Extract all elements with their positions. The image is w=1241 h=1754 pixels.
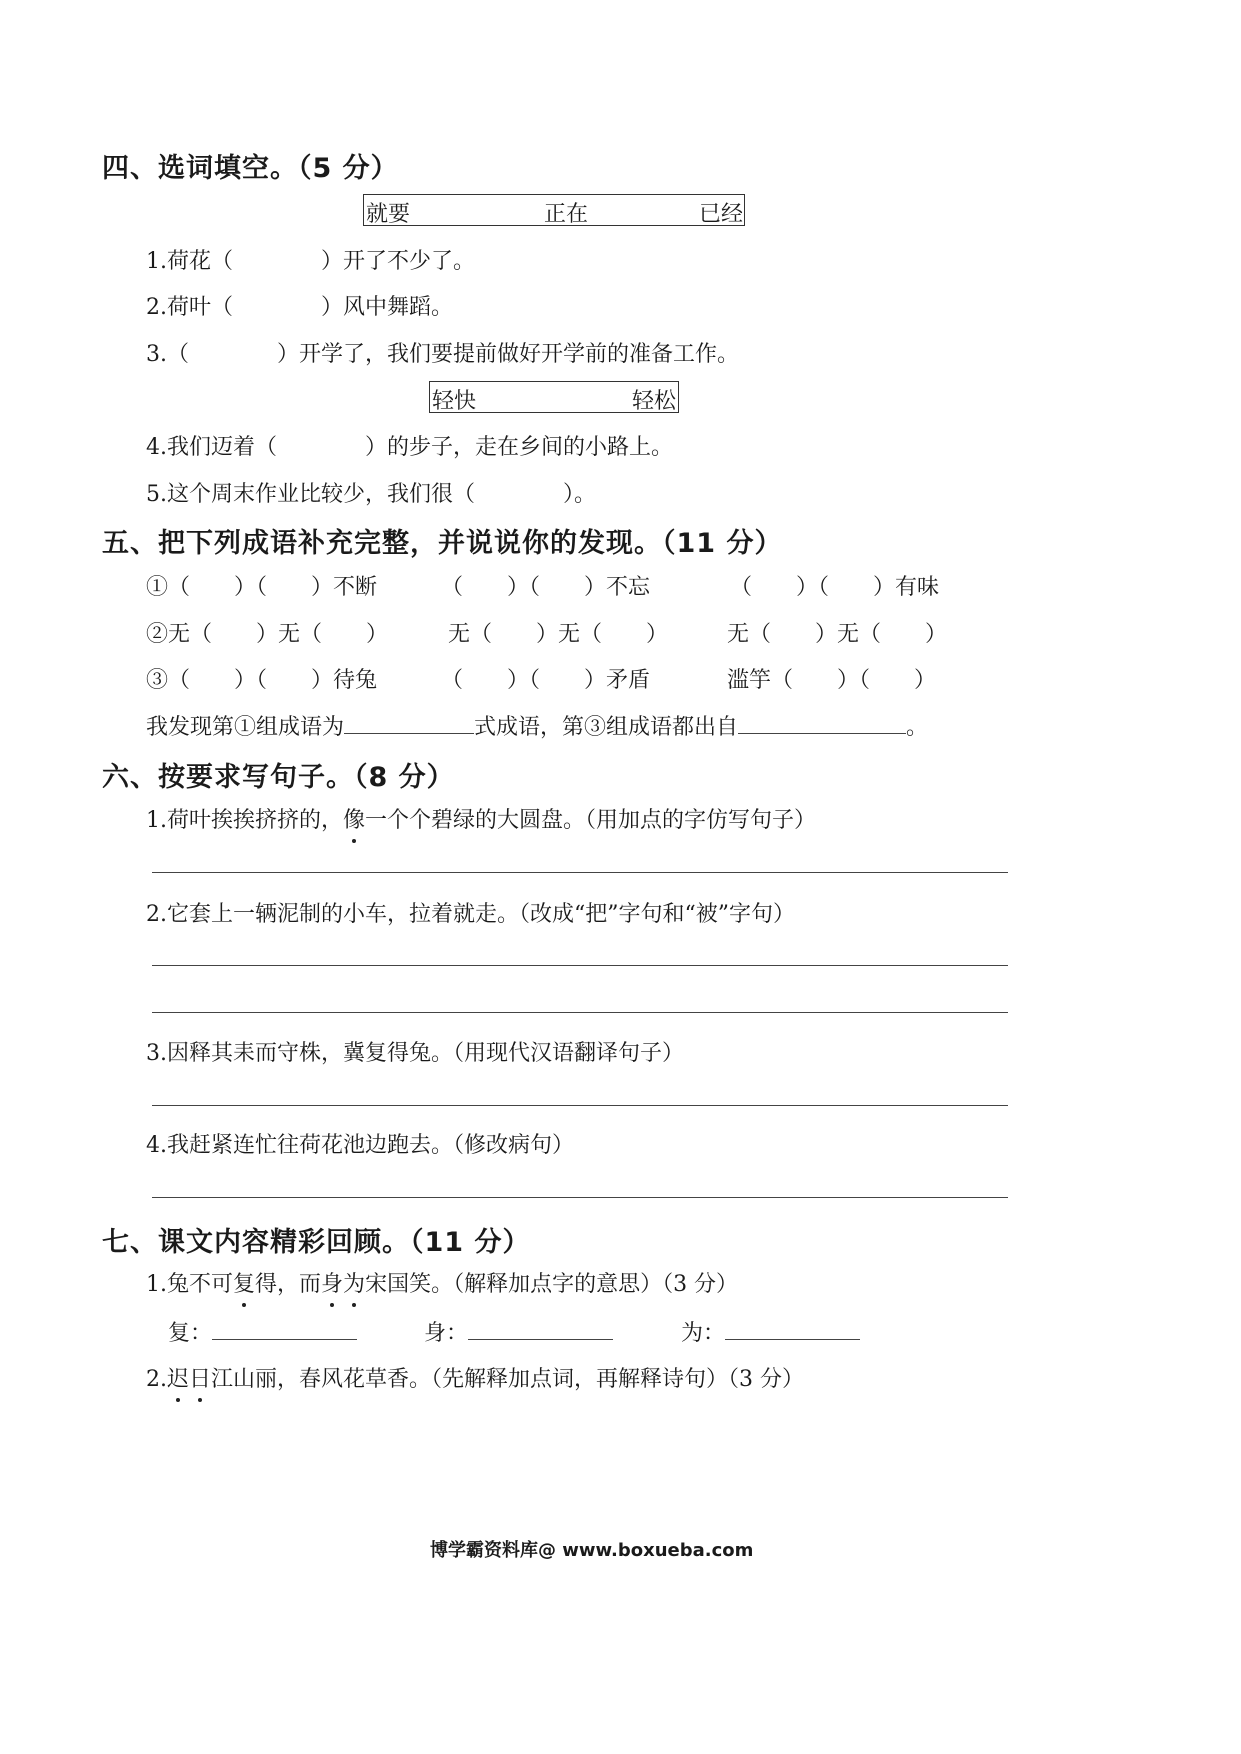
section7-title: 七、课文内容精彩回顾。（11 分） — [102, 1227, 531, 1258]
idiom-1c: （ ）（ ）有味 — [730, 575, 940, 600]
explain-label: 复： — [168, 1321, 213, 1346]
s4-question-4: 4.我们迈着（ ）的步子，走在乡间的小路上。 — [146, 435, 673, 460]
answer-line[interactable] — [152, 872, 1008, 873]
s6-question-4: 4.我赶紧连忙往荷花池边跑去。（修改病句） — [146, 1133, 574, 1158]
s6-question-3: 3.因释其耒而守株，冀复得兔。（用现代汉语翻译句子） — [146, 1041, 684, 1066]
word-box-2 — [429, 381, 679, 413]
explain-wei — [681, 1316, 860, 1347]
explain-shen — [424, 1316, 613, 1347]
answer-blank[interactable] — [212, 1319, 357, 1340]
s7-question-1 — [146, 1267, 738, 1298]
s4-question-1: 1.荷花（ ）开了不少了。 — [146, 249, 475, 274]
section6-title: 六、按要求写句子。（8 分） — [102, 762, 455, 793]
word-option: 已经 — [699, 202, 744, 227]
discovery-text-a: 我发现第①组成语为 — [146, 715, 345, 740]
explain-label: 为： — [681, 1321, 726, 1346]
word-option: 就要 — [366, 202, 411, 227]
word-option: 轻松 — [632, 389, 677, 414]
discovery-text-c: 。 — [906, 715, 929, 740]
answer-line[interactable] — [152, 965, 1008, 966]
section5-title: 五、把下列成语补充完整，并说说你的发现。（11 分） — [102, 528, 783, 559]
idiom-2c: 无（ ）无（ ） — [727, 622, 948, 647]
idiom-3b: （ ）（ ）矛盾 — [441, 668, 651, 693]
idiom-3a: ③（ ）（ ）待兔 — [146, 668, 378, 693]
dotted-char: 迟 — [167, 1362, 189, 1393]
dotted-char: 像 — [343, 803, 365, 834]
answer-blank[interactable] — [468, 1319, 613, 1340]
s7-question-2 — [146, 1362, 804, 1393]
idiom-3c: 滥竽（ ）（ ） — [727, 668, 937, 693]
q1-text-b: 一个个碧绿的大圆盘。（用加点的字仿写句子） — [365, 808, 817, 833]
q1-text-c: 宋国笑。（解释加点字的意思）（3 分） — [365, 1272, 739, 1297]
word-box-1 — [363, 194, 745, 226]
answer-blank[interactable] — [344, 713, 474, 734]
dotted-char: 复 — [233, 1267, 255, 1298]
idiom-1a: ①（ ）（ ）不断 — [146, 575, 378, 600]
dotted-char: 日 — [189, 1362, 211, 1393]
answer-line[interactable] — [152, 1105, 1008, 1106]
q1-text-a: 1.兔不可 — [146, 1272, 233, 1297]
discovery-text-b: 式成语，第③组成语都出自 — [474, 715, 739, 740]
idiom-2b: 无（ ）无（ ） — [448, 622, 669, 647]
s4-question-2: 2.荷叶（ ）风中舞蹈。 — [146, 295, 453, 320]
dotted-char: 为 — [343, 1267, 365, 1298]
answer-blank[interactable] — [738, 713, 906, 734]
word-option: 轻快 — [432, 389, 477, 414]
q2-text-a: 2. — [146, 1367, 167, 1392]
word-option: 正在 — [544, 202, 589, 227]
footer-watermark: 博学霸资料库@ www.boxueba.com — [430, 1540, 754, 1561]
idiom-2a: ②无（ ）无（ ） — [146, 622, 389, 647]
answer-line[interactable] — [152, 1012, 1008, 1013]
section4-title: 四、选词填空。（5 分） — [102, 153, 399, 184]
answer-blank[interactable] — [725, 1319, 860, 1340]
q1-text-b: 得，而 — [255, 1272, 322, 1297]
s4-question-3: 3.（ ）开学了，我们要提前做好开学前的准备工作。 — [146, 342, 739, 367]
q2-text-b: 江山丽，春风花草香。（先解释加点词，再解释诗句）（3 分） — [211, 1367, 805, 1392]
s6-question-1 — [146, 803, 816, 834]
s4-question-5: 5.这个周末作业比较少，我们很（ ）。 — [146, 482, 596, 507]
q1-text-a: 1.荷叶挨挨挤挤的， — [146, 808, 343, 833]
discovery-sentence — [146, 710, 928, 741]
dotted-char: 身 — [321, 1267, 343, 1298]
explain-fu — [168, 1316, 357, 1347]
idiom-1b: （ ）（ ）不忘 — [441, 575, 651, 600]
explain-label: 身： — [424, 1321, 469, 1346]
s6-question-2: 2.它套上一辆泥制的小车，拉着就走。（改成“把”字句和“被”字句） — [146, 902, 795, 927]
answer-line[interactable] — [152, 1197, 1008, 1198]
